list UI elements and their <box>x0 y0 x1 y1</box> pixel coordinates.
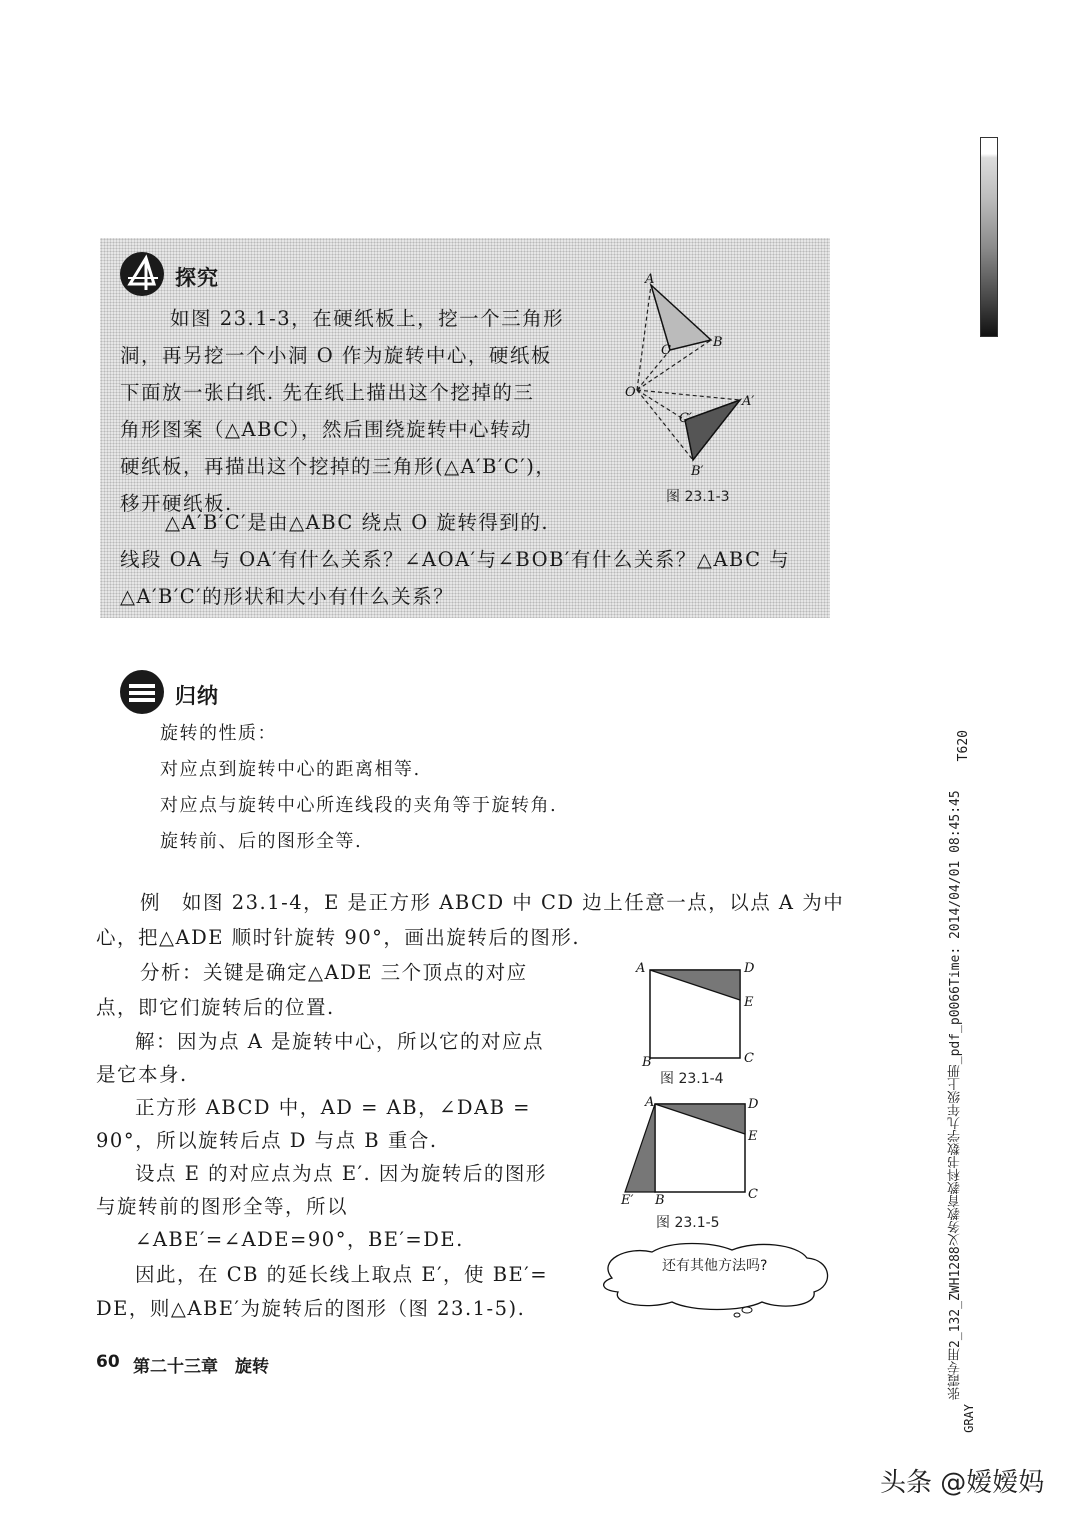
explore-paragraph-2 <box>120 541 790 615</box>
text-line: 与旋转前的图形全等，所以 <box>96 1195 349 1218</box>
solution-line <box>135 1256 548 1293</box>
label-b: B <box>655 1193 665 1207</box>
text-line: 设点 E 的对应点为点 E′. 因为旋转后的图形 <box>135 1162 547 1185</box>
label-d: D <box>748 1097 759 1112</box>
text-line: 下面放一张白纸. 先在纸上描出这个挖掉的三 <box>120 381 535 404</box>
text-line: ∠ABE′=∠ADE=90°，BE′=DE. <box>135 1228 464 1251</box>
example-intro-2 <box>96 919 580 956</box>
figure-23-1-4 <box>630 958 760 1072</box>
text-line: DE，则△ABE′为旋转后的图形（图 23.1-5). <box>96 1297 526 1320</box>
scan-metadata: 张霞专用2_132_ZWH1288义务教育教科书数学九年级上册_pdf_p0066Time: 2014/04/01 08:45:45 <box>948 790 963 1400</box>
figure-23-1-3-caption: 图 23.1-3 <box>666 489 730 505</box>
summary-line: 旋转的性质： <box>160 723 277 744</box>
summary-title: 归纳 <box>175 684 219 708</box>
text-line: 分析：关键是确定△ADE 三个顶点的对应 <box>140 961 528 984</box>
text-line: 正方形 ABCD 中，AD = AB，∠DAB = <box>135 1096 532 1119</box>
figure-23-1-5 <box>615 1092 765 1211</box>
explore-paragraph-2-first <box>165 504 549 541</box>
summary-line: 对应点与旋转中心所连线段的夹角等于旋转角. <box>160 795 558 816</box>
explore-paragraph-1 <box>120 337 556 522</box>
text-line: 硬纸板，再描出这个挖掉的三角形(△A′B′C′)， <box>120 455 557 478</box>
text-line: 移开硬纸板. <box>120 492 233 515</box>
label-b: B <box>642 1055 652 1068</box>
label-b-prime: B′ <box>691 464 704 479</box>
explore-title: 探究 <box>175 266 219 290</box>
text-line: △A′B′C′是由△ABC 绕点 O 旋转得到的. <box>165 511 550 534</box>
text-line: 角形图案（△ABC），然后围绕旋转中心转动 <box>120 418 532 441</box>
solution-line <box>135 1023 544 1060</box>
text-line: △A′B′C′的形状和大小有什么关系？ <box>120 585 455 608</box>
text-line: 90°，所以旋转后点 D 与点 B 重合. <box>96 1129 438 1152</box>
triangle-abc <box>651 285 711 350</box>
scan-code: T620 <box>956 730 971 762</box>
explore-paragraph-1-first <box>170 300 564 337</box>
label-e: E <box>748 1129 758 1144</box>
solution-line <box>135 1221 464 1258</box>
label-c-prime: C′ <box>679 411 692 426</box>
figure-23-1-5-caption: 图 23.1-5 <box>656 1215 720 1231</box>
solution-line <box>96 1188 348 1225</box>
example-analysis-first <box>140 954 528 991</box>
label-c: C <box>661 343 671 358</box>
label-d: D <box>744 961 755 976</box>
label-c: C <box>744 1051 754 1066</box>
chapter-title: 第二十三章 旋转 <box>133 1357 269 1377</box>
cloud-text: 还有其他方法吗? <box>662 1258 768 1274</box>
text-line: 点，即它们旋转后的位置. <box>96 996 335 1019</box>
solution-line <box>96 1122 438 1159</box>
example-intro-first <box>140 884 844 921</box>
triangle-a1b1c1 <box>685 400 740 460</box>
text-line: 线段 OA 与 OA′有什么关系？∠AOA′与∠BOB′有什么关系？△ABC 与 <box>120 548 791 571</box>
label-c: C <box>748 1187 758 1202</box>
label-e-prime: E′ <box>621 1193 634 1207</box>
label-a: A <box>645 272 655 287</box>
text-line: 解：因为点 A 是旋转中心，所以它的对应点 <box>135 1030 544 1053</box>
summary-line: 旋转前、后的图形全等. <box>160 831 363 852</box>
grayscale-calibration-strip <box>980 137 998 337</box>
page-number: 60 <box>96 1352 120 1372</box>
summary-line: 对应点到旋转中心的距离相等. <box>160 759 421 780</box>
gray-label: GRAY <box>962 1404 976 1433</box>
solution-line <box>135 1089 531 1126</box>
watermark: 头条 @嫒嫒妈 <box>880 1468 1045 1498</box>
text-line: 如图 23.1-3，在硬纸板上，挖一个三角形 <box>170 307 565 330</box>
solution-line <box>96 1290 525 1327</box>
summary-icon <box>118 668 166 720</box>
label-b: B <box>713 335 723 350</box>
text-line: 心，把△ADE 顺时针旋转 90°，画出旋转后的图形. <box>96 926 581 949</box>
text-line: 因此，在 CB 的延长线上取点 E′，使 BE′= <box>135 1263 549 1286</box>
label-e: E <box>744 995 754 1010</box>
label-a: A <box>645 1095 655 1110</box>
figure-23-1-4-caption: 图 23.1-4 <box>660 1071 724 1087</box>
solution-line <box>96 1056 188 1093</box>
explore-icon <box>118 250 166 302</box>
figure-23-1-3 <box>615 270 775 484</box>
text-line: 洞，再另挖一个小洞 O 作为旋转中心，硬纸板 <box>120 344 552 367</box>
text-line: 例 如图 23.1-4，E 是正方形 ABCD 中 CD 边上任意一点，以点 A 为中 <box>140 891 845 914</box>
label-a-prime: A′ <box>742 394 755 409</box>
label-o: O <box>625 385 636 400</box>
example-analysis-2 <box>96 989 335 1026</box>
thought-cloud <box>592 1238 837 1322</box>
text-line: 是它本身. <box>96 1063 188 1086</box>
label-a: A <box>636 961 646 976</box>
solution-line <box>135 1155 547 1192</box>
summary-list <box>160 716 557 860</box>
